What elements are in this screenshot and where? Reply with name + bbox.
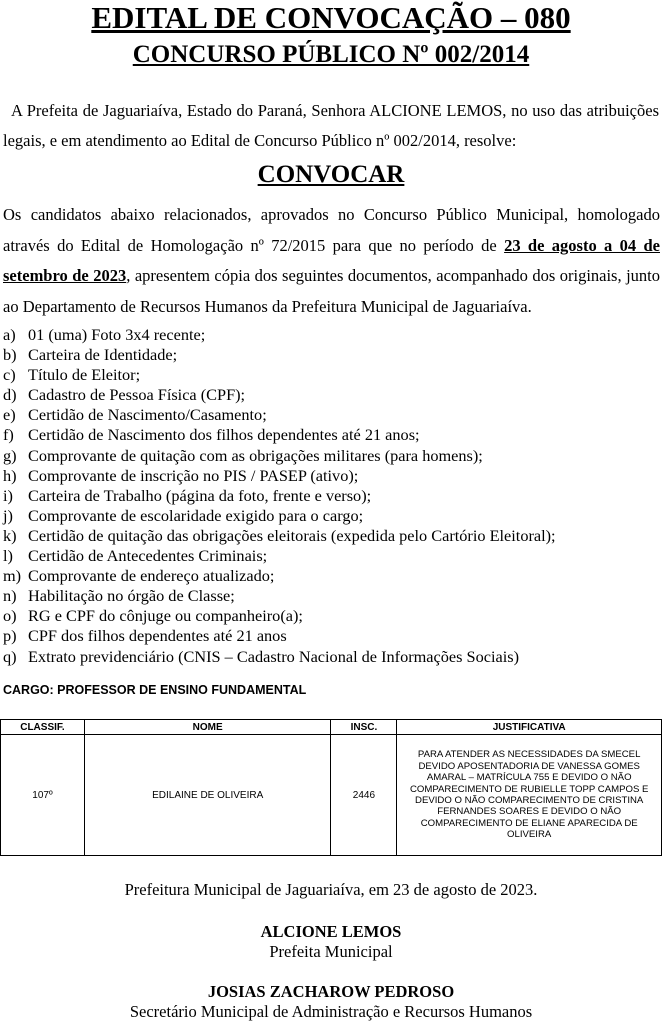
list-item-text: Certidão de Antecedentes Criminais; xyxy=(28,546,268,566)
list-item xyxy=(3,486,659,506)
list-marker: b) xyxy=(3,345,17,365)
body-period: 23 de agosto a 04 de setembro de 2023 xyxy=(3,235,660,285)
list-marker: k) xyxy=(3,525,17,545)
column-header-justificativa: JUSTIFICATIVA xyxy=(397,720,662,735)
list-item xyxy=(3,526,659,546)
cell-justificativa: PARA ATENDER AS NECESSIDADES DA SMECEL DEVIDO APOSENTADORIA DE VANESSA GOMES AMARAL – MATRÍCULA 755 E DEVIDO O NÃO COMPARECIMENTO DE RUBIELLE TOPP CAMPOS E DEVIDO O NÃO COMPARECIMENTO DE CRISTINA FERNANDES SOARES E DEVIDO O NÃO COMPARECIMENTO DE ELIANE APARECIDA DE OLIVEIRA xyxy=(397,735,662,856)
list-marker: n) xyxy=(3,586,17,606)
list-marker: e) xyxy=(3,405,16,425)
list-marker: p) xyxy=(3,626,17,646)
list-item xyxy=(3,325,659,345)
column-header-nome: NOME xyxy=(84,720,331,735)
list-item xyxy=(3,586,659,606)
list-item-text: Comprovante de quitação com as obrigações militares (para homens); xyxy=(28,445,483,465)
list-item xyxy=(3,385,659,405)
list-item-text: Carteira de Trabalho (página da foto, frente e verso); xyxy=(28,485,372,505)
list-item xyxy=(3,647,659,667)
list-marker: a) xyxy=(3,325,16,344)
list-item-text: CPF dos filhos dependentes até 21 anos xyxy=(28,626,287,646)
list-item xyxy=(3,546,659,566)
list-item-text: Extrato previdenciário (CNIS – Cadastro Nacional de Informações Sociais) xyxy=(28,646,519,666)
column-header-insc: INSC. xyxy=(331,720,397,735)
list-item xyxy=(3,365,659,385)
table-header-row xyxy=(1,720,662,735)
body-paragraph xyxy=(3,200,660,322)
body-text-part1: Os candidatos abaixo relacionados, aprovados no Concurso Público Municipal, homologado através do Edital de Homologação nº 72/2015 para que no período de xyxy=(3,205,660,255)
signer1-name: ALCIONE LEMOS xyxy=(260,922,402,941)
candidates-table xyxy=(0,719,662,856)
list-marker: d) xyxy=(3,385,17,405)
intro-paragraph: A Prefeita de Jaguariaíva, Estado do Paraná, Senhora ALCIONE LEMOS, no uso das atribuições legais, e em atendimento ao Edital de Concurso Público nº 002/2014, resolve: xyxy=(3,101,659,150)
list-marker: m) xyxy=(3,566,22,586)
list-item-text: 01 (uma) Foto 3x4 recente; xyxy=(28,325,206,344)
list-marker: f) xyxy=(3,425,14,445)
list-item-text: Certidão de quitação das obrigações eleitorais (expedida pelo Cartório Eleitoral); xyxy=(28,525,556,545)
list-marker: j) xyxy=(3,505,13,525)
cell-insc: 2446 xyxy=(331,735,397,856)
list-item-text: Comprovante de endereço atualizado; xyxy=(28,566,275,586)
list-item-text: RG e CPF do cônjuge ou companheiro(a); xyxy=(28,606,303,626)
cell-nome: EDILAINE DE OLIVEIRA xyxy=(84,735,331,856)
list-marker: g) xyxy=(3,445,17,465)
list-item-text: Comprovante de escolaridade exigido para o cargo; xyxy=(28,505,364,525)
cell-classif: 107º xyxy=(1,735,85,856)
list-item xyxy=(3,345,659,365)
list-item xyxy=(3,446,659,466)
document-subtitle: CONCURSO PÚBLICO Nº 002/2014 xyxy=(132,41,530,68)
list-item xyxy=(3,466,659,486)
signer2-role: Secretário Municipal de Administração e Recursos Humanos xyxy=(129,1002,533,1021)
list-item-text: Cadastro de Pessoa Física (CPF); xyxy=(28,385,246,405)
list-item-text: Habilitação no órgão de Classe; xyxy=(28,586,235,606)
list-item-text: Título de Eleitor; xyxy=(28,365,141,385)
list-item-text: Carteira de Identidade; xyxy=(28,345,178,365)
list-marker: l) xyxy=(3,546,13,566)
list-item-text: Comprovante de inscrição no PIS / PASEP (ativo); xyxy=(28,465,359,485)
list-marker: q) xyxy=(3,646,17,666)
signer2-name: JOSIAS ZACHAROW PEDROSO xyxy=(207,982,455,1001)
list-marker: o) xyxy=(3,606,17,626)
date-line: Prefeitura Municipal de Jaguariaíva, em 23 de agosto de 2023. xyxy=(124,880,538,899)
list-item xyxy=(3,566,659,586)
list-marker: i) xyxy=(3,485,13,505)
document-title: EDITAL DE CONVOCAÇÃO – 080 xyxy=(91,0,571,35)
list-item-text: Certidão de Nascimento/Casamento; xyxy=(28,405,267,425)
documents-list xyxy=(3,325,659,667)
cargo-heading: CARGO: PROFESSOR DE ENSINO FUNDAMENTAL xyxy=(3,683,307,697)
signer1-role: Prefeita Municipal xyxy=(269,942,393,961)
list-item xyxy=(3,425,659,445)
convocar-heading: CONVOCAR xyxy=(257,161,405,188)
list-item xyxy=(3,626,659,646)
list-marker: h) xyxy=(3,465,17,485)
list-marker: c) xyxy=(3,365,16,385)
list-item xyxy=(3,606,659,626)
table-row xyxy=(1,735,662,856)
column-header-classif: CLASSIF. xyxy=(1,720,85,735)
body-text-part2: , apresentem cópia dos seguintes documentos, acompanhado dos originais, junto ao Departamento de Recursos Humanos da Prefeitura Municipal de Jaguariaíva. xyxy=(3,266,660,316)
list-item-text: Certidão de Nascimento dos filhos dependentes até 21 anos; xyxy=(28,425,420,445)
list-item xyxy=(3,506,659,526)
list-item xyxy=(3,405,659,425)
